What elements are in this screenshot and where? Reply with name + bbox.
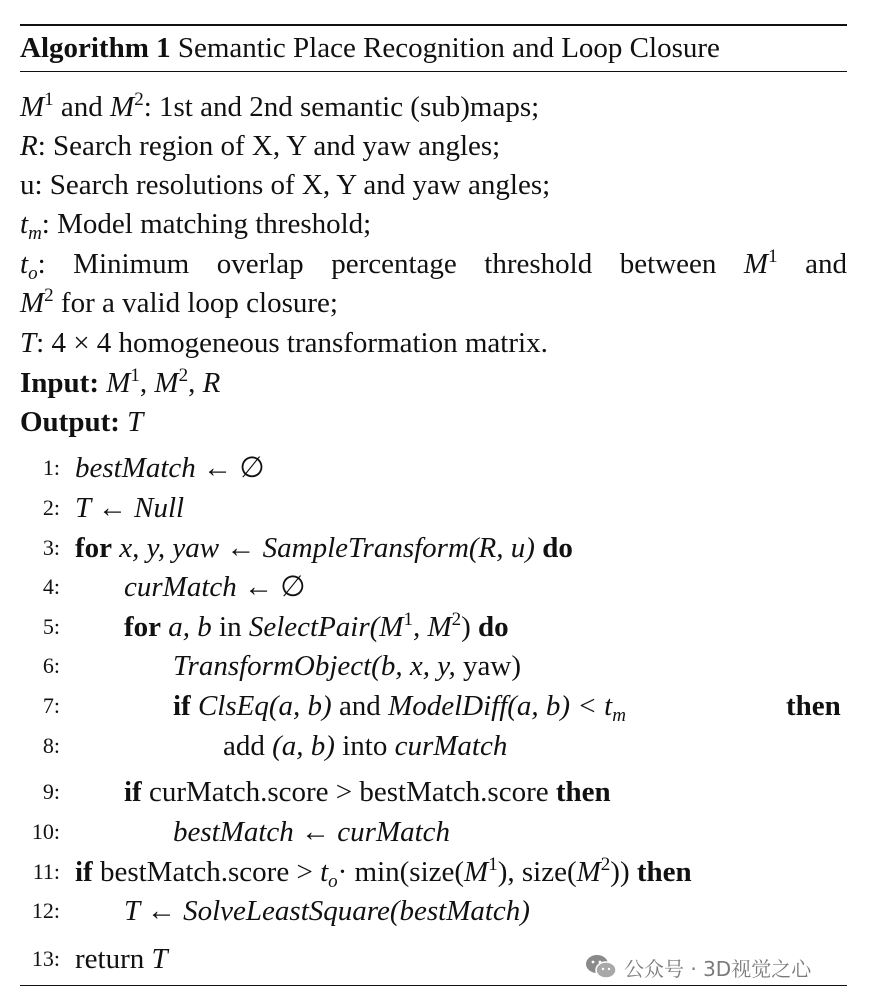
param-overlap-threshold-cont: $M^2$ for a valid loop closure; [20, 285, 338, 319]
param-transform: T: 4 × 4 homogeneous transformation matrix. [20, 327, 548, 359]
param-maps: $M^1$ and $M^2$: 1st and 2nd semantic (sub)maps; [20, 89, 540, 123]
algo-line-13: 13: return T [31, 943, 168, 975]
algo-line-4: 4: curMatch ← ∅ [42, 571, 306, 603]
bottom-rule [20, 985, 847, 986]
param-search-resolution: u: Search resolutions of X, Y and yaw angles; [20, 169, 551, 201]
algorithm-title [20, 28, 847, 68]
algo-line-3: 3: for x, y, yaw ← SampleTransform(R, u) do [42, 532, 573, 564]
watermark [584, 950, 811, 984]
algorithm-label: Algorithm 1 [20, 32, 171, 64]
input-line: Input: $M^1$, $M^2$, R [20, 365, 221, 399]
wechat-icon [584, 952, 618, 982]
algo-line-9: 9: if curMatch.score > bestMatch.score then [42, 776, 611, 808]
algo-line-12: 12: T ← SolveLeastSquare(bestMatch) [31, 895, 530, 927]
watermark-text: 公众号 · 3D视觉之心 [624, 956, 812, 981]
algo-line-2: 2: T ← Null [42, 492, 185, 524]
param-model-threshold: $t_m$: Model matching threshold; [20, 208, 372, 244]
algo-line-5: 5: for a, b in $SelectPair(M^1$, $M^2$) do [42, 609, 509, 643]
output-line: Output: T [20, 406, 144, 438]
algorithm-name: Semantic Place Recognition and Loop Closure [177, 32, 720, 64]
param-overlap-threshold: $t_o$: Minimum overlap percentage threshold between $M^1$ and [20, 246, 847, 283]
algo-line-1: 1: bestMatch ← ∅ [42, 452, 265, 484]
algo-line-6: 6: TransformObject(b, x, y, yaw) [42, 650, 521, 682]
algo-line-8: 8: add (a, b) into curMatch [42, 730, 508, 762]
top-rule [20, 24, 847, 26]
algo-line-11: 11: if bestMatch.score > $t_o\cdot$ $\min(size(M^1)$, $size(M^2)$) then [32, 854, 692, 892]
title-rule [20, 71, 847, 72]
algo-line-10: 10: bestMatch ← curMatch [31, 816, 451, 848]
algo-line-7: 7: if ClsEq(a, b) and ModelDiff(a, $b) < t_m$ then [42, 690, 841, 726]
param-search-region: R: Search region of X, Y and yaw angles; [20, 130, 501, 162]
